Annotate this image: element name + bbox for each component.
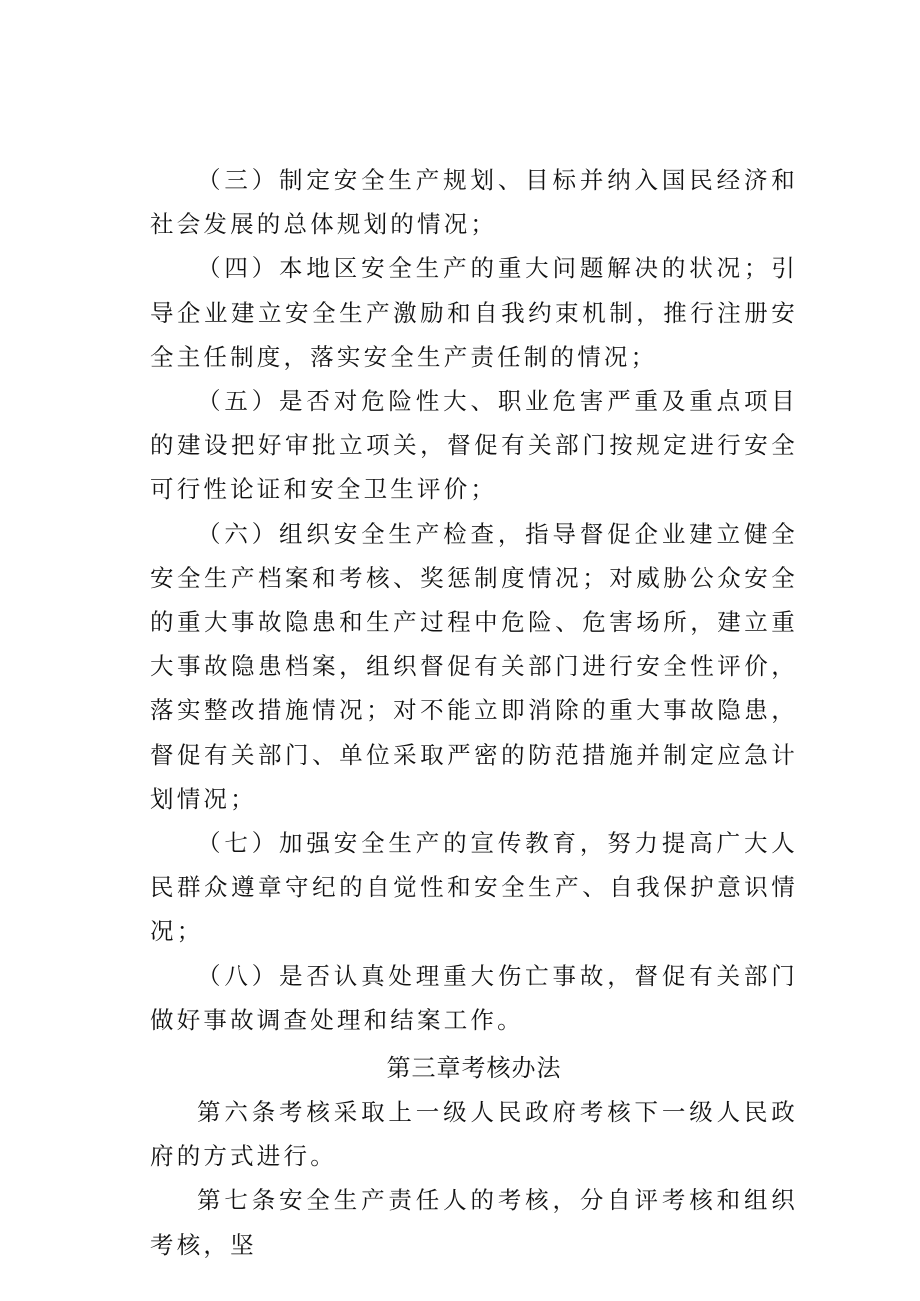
article-7: 第七条安全生产责任人的考核，分自评考核和组织考核，坚 (150, 1186, 798, 1259)
item-8: （八）是否认真处理重大伤亡事故，督促有关部门做好事故调查处理和结案工作。 (150, 961, 798, 1034)
item-6: （六）组织安全生产检查，指导督促企业建立健全安全生产档案和考核、奖惩制度情况；对威胁公众安全的重大事故隐患和生产过程中危险、危害场所，建立重大事故隐患档案，组织督促有关部门进行安全性评价，落实整改措施情况；对不能立即消除的重大事故隐患，督促有关部门、单位采取严密的防范措施并制定应急计划情况； (150, 519, 798, 813)
article-6: 第六条考核采取上一级人民政府考核下一级人民政府的方式进行。 (150, 1098, 798, 1171)
item-3: （三）制定安全生产规划、目标并纳入国民经济和社会发展的总体规划的情况； (150, 166, 798, 239)
item-7: （七）加强安全生产的宣传教育，努力提高广大人民群众遵章守纪的自觉性和安全生产、自我保护意识情况； (150, 829, 798, 946)
item-4: （四）本地区安全生产的重大问题解决的状况；引导企业建立安全生产激励和自我约束机制，推行注册安全主任制度，落实安全生产责任制的情况； (150, 254, 798, 371)
chapter-title: 第三章考核办法 (386, 1054, 562, 1083)
document-page (150, 158, 798, 1267)
item-5: （五）是否对危险性大、职业危害严重及重点项目的建设把好审批立项关，督促有关部门按规定进行安全可行性论证和安全卫生评价； (150, 387, 798, 504)
